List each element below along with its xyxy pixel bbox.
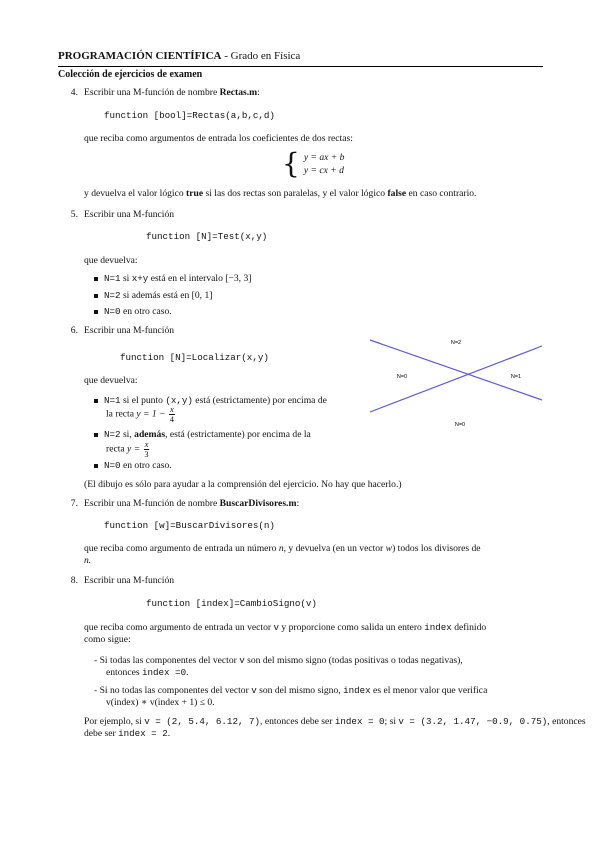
note: (El dibujo es sólo para ayudar a la comprensión del ejercicio. No hay que hacerlo.)	[84, 479, 402, 490]
list-item: N=2 si, además, está (estrictamente) por encima de la	[94, 429, 311, 440]
exercise-number: 8.	[70, 575, 78, 586]
exercise-intro: Escribir una M-función	[84, 575, 175, 586]
code-line: function [bool]=Rectas(a,b,c,d)	[104, 110, 275, 121]
paragraph-continuation: debe ser index = 2.	[84, 728, 171, 739]
paragraph-continuation: n.	[84, 555, 92, 566]
bullet-icon	[94, 277, 98, 281]
regions-figure	[366, 332, 546, 432]
list-item-continuation: recta y = $\frac{x}{3}$	[106, 439, 149, 459]
list-item: N=1 si el punto (x,y) está (estrictamente) por encima de	[94, 394, 356, 407]
bullet-icon	[94, 433, 98, 437]
figure-label-bottom: N=0	[454, 422, 466, 428]
paragraph: y devuelva el valor lógico true si las dos rectas son paralelas, y el valor lógico false en caso contrario.	[84, 188, 477, 199]
page-subtitle: Colección de ejercicios de examen	[58, 69, 203, 80]
line-y-eq-x-over-3	[370, 340, 542, 400]
list-item: N=1 si x+y está en el intervalo [−3, 3]	[94, 273, 251, 284]
equation-system	[282, 147, 345, 180]
header-rule	[58, 66, 543, 67]
code-line: function [index]=CambioSigno(v)	[146, 598, 317, 609]
exercise-number: 4.	[70, 87, 78, 98]
bullet-icon	[94, 464, 98, 468]
paragraph: Por ejemplo, si v = (2, 5.4, 6.12, 7), entonces debe ser index = 0; si v = (3.2, 1.47, −0.9, 0.75), entonces	[84, 716, 586, 727]
list-item: N=2 si además está en [0, 1]	[94, 290, 212, 301]
code-line: function [N]=Test(x,y)	[146, 231, 268, 242]
bullet-icon	[94, 310, 98, 314]
list-item-continuation: la recta y = 1 − $\frac{x}{4}$	[106, 404, 174, 424]
paragraph: que devuelva:	[84, 375, 138, 386]
exercise-intro: Escribir una M-función de nombre Rectas.m:	[84, 87, 260, 98]
dash-item: - Si todas las componentes del vector v son del mismo signo (todas positivas o todas negativas),	[94, 655, 463, 666]
paragraph: que reciba como argumento de entrada un vector v y proporcione como salida un entero index definido	[84, 622, 487, 633]
dash-item-continuation: v(index) ∗ v(index + 1) ≤ 0.	[106, 697, 215, 708]
exercise-intro: Escribir una M-función	[84, 209, 175, 220]
exercise-intro: Escribir una M-función	[84, 325, 175, 336]
code-line: function [N]=Localizar(x,y)	[120, 352, 269, 363]
bullet-icon	[94, 294, 98, 298]
list-item: N=0 en otro caso.	[94, 460, 172, 471]
figure-label-right: N=1	[510, 374, 522, 380]
figure-label-left: N=0	[396, 374, 408, 380]
fraction: $\frac{x}{3}$	[144, 439, 149, 459]
bullet-icon	[94, 399, 98, 403]
fraction: $\frac{x}{4}$	[169, 404, 174, 424]
paragraph: que reciba como argumento de entrada un número n, y devuelva (en un vector w) todos los divisores de	[84, 543, 481, 554]
code-line: function [w]=BuscarDivisores(n)	[104, 520, 275, 531]
list-item: N=0 en otro caso.	[94, 306, 172, 317]
exercise-number: 7.	[70, 498, 78, 509]
brace-glyph: {	[282, 147, 300, 180]
exercise-number: 5.	[70, 209, 78, 220]
paragraph: que reciba como argumentos de entrada los coeficientes de dos rectas:	[84, 133, 353, 144]
exercise-intro: Escribir una M-función de nombre BuscarDivisores.m:	[84, 498, 300, 509]
equation: y = cx + d	[303, 165, 344, 176]
page-title: PROGRAMACIÓN CIENTÍFICA - Grado en Física	[58, 50, 301, 62]
dash-item-continuation: entonces index =0.	[106, 667, 189, 678]
paragraph-continuation: como sigue:	[84, 634, 131, 645]
dash-item: - Si no todas las componentes del vector v son del mismo signo, index es el menor valor que verifica	[94, 685, 488, 696]
paragraph: que devuelva:	[84, 255, 138, 266]
figure-label-top: N=2	[450, 340, 462, 346]
exercise-number: 6.	[70, 325, 78, 336]
equation: y = ax + b	[303, 152, 345, 163]
